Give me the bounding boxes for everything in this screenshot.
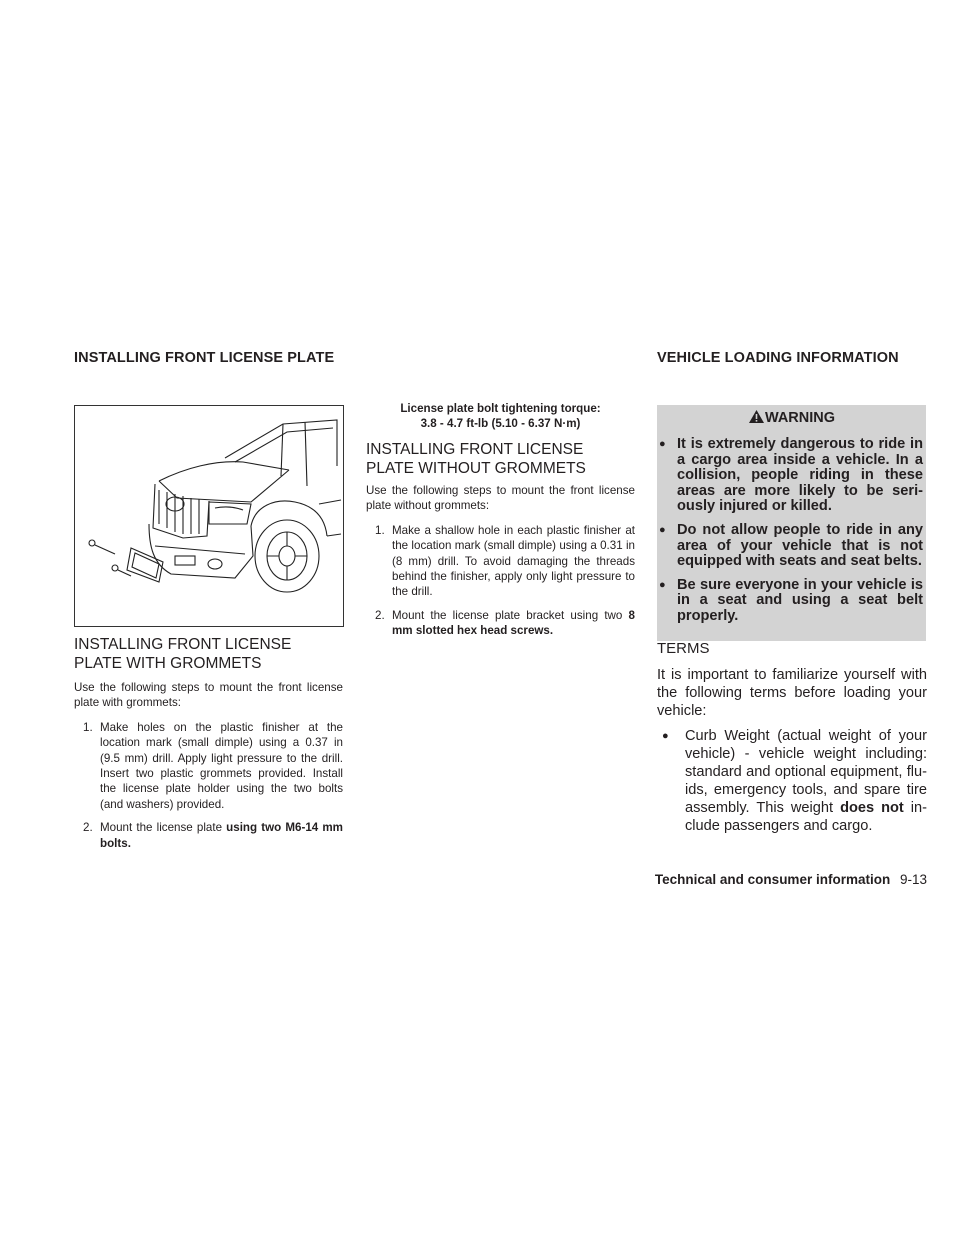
step-number: 2. — [375, 608, 385, 622]
subtitle-without-grommets — [366, 440, 586, 478]
terms-title: TERMS — [657, 640, 710, 657]
list-item — [657, 727, 927, 835]
torque-line: License plate bolt tightening torque: — [400, 402, 601, 415]
warning-triangle-icon — [748, 409, 765, 424]
subtitle-line: INSTALLING FRONT LICENSE — [74, 636, 292, 653]
warning-list — [657, 437, 926, 625]
list-item — [74, 720, 343, 812]
warning-box — [657, 405, 926, 641]
curb-weight-bold: does not — [840, 800, 904, 816]
warning-header — [657, 405, 926, 429]
page-number: 9-13 — [899, 872, 927, 887]
footer-section-name: Technical and consumer information — [654, 872, 891, 887]
terms-intro: It is important to familiarize yourself with the following terms before loading your vehicle: — [657, 667, 927, 719]
step-number: 1. — [375, 523, 385, 537]
subtitle-with-grommets — [74, 635, 291, 673]
step-number: 2. — [83, 821, 93, 835]
step-text: Make a shallow hole in each plastic finisher at the location mark (small dimple) using a 0.31 in (8 mm) drill. To avoid damaging the threads behind the finisher, apply only light pressure to the drill. — [392, 523, 635, 599]
list-item — [657, 523, 926, 570]
warning-text: It is extremely dangerous to ride in a cargo area inside a vehicle. In a collision, people riding in these areas are more likely to be seri- ously injured or killed. — [677, 436, 923, 515]
warning-text: Be sure everyone in your vehicle is in a seat and using a seat belt properly. — [677, 576, 923, 624]
subtitle-line: INSTALLING FRONT LICENSE — [366, 441, 584, 458]
list-item — [74, 820, 343, 851]
truck-license-plate-figure — [74, 405, 344, 627]
truck-illustration — [75, 406, 343, 626]
section-title-vehicle-loading: VEHICLE LOADING INFORMATION — [657, 350, 899, 366]
curb-weight-text: Curb Weight (actual weight of your vehicle) - vehicle weight including: standard and optional equipment, flu- ids, emergency tools, and spare tire assembly. This weight — [685, 728, 927, 816]
bullet-icon: ● — [662, 730, 669, 742]
step-text: Make holes on the plastic finisher at the location mark (small dimple) using a 0.37 in (9.5 mm) drill. Apply light pressure to the drill. Insert two plastic grommets provided. Install the license plate holder using the two bolts (and washers) provided. — [100, 720, 343, 811]
section-title-front-license-plate: INSTALLING FRONT LICENSE PLATE — [74, 350, 335, 366]
list-item — [366, 523, 635, 600]
torque-spec — [366, 402, 635, 431]
intro-text: Use the following steps to mount the front license plate without grommets: — [366, 484, 635, 513]
list-item — [657, 437, 926, 515]
warning-label: WARNING — [764, 410, 836, 426]
terms-list — [657, 727, 927, 835]
steps-list — [366, 523, 635, 639]
without-grommets-body — [366, 483, 635, 647]
bullet-icon: ● — [659, 523, 666, 536]
step-bold-text: using two M6-14 mm bolts. — [100, 821, 343, 850]
with-grommets-body — [74, 680, 343, 859]
bullet-icon: ● — [659, 578, 666, 591]
steps-list — [74, 720, 343, 851]
list-item — [657, 578, 926, 625]
bullet-icon: ● — [659, 438, 666, 450]
subtitle-line: PLATE WITHOUT GROMMETS — [366, 460, 586, 477]
step-bold-text: 8 mm slotted hex head screws. — [392, 608, 635, 638]
intro-text: Use the following steps to mount the front license plate with grommets: — [74, 681, 343, 710]
step-text: Mount the license plate — [100, 821, 227, 835]
torque-value: 3.8 - 4.7 ft-lb (5.10 - 6.37 N·m) — [420, 416, 581, 430]
step-number: 1. — [83, 720, 93, 734]
page-footer — [600, 872, 927, 887]
subtitle-line: PLATE WITH GROMMETS — [74, 655, 262, 672]
curb-weight-tail: in- clude passengers and cargo. — [685, 800, 927, 834]
warning-text: Do not allow people to ride in any area of your vehicle that is not equipped with seats and seat belts. — [677, 521, 923, 570]
list-item — [366, 608, 635, 639]
step-text: Mount the license plate bracket using two — [392, 608, 629, 622]
